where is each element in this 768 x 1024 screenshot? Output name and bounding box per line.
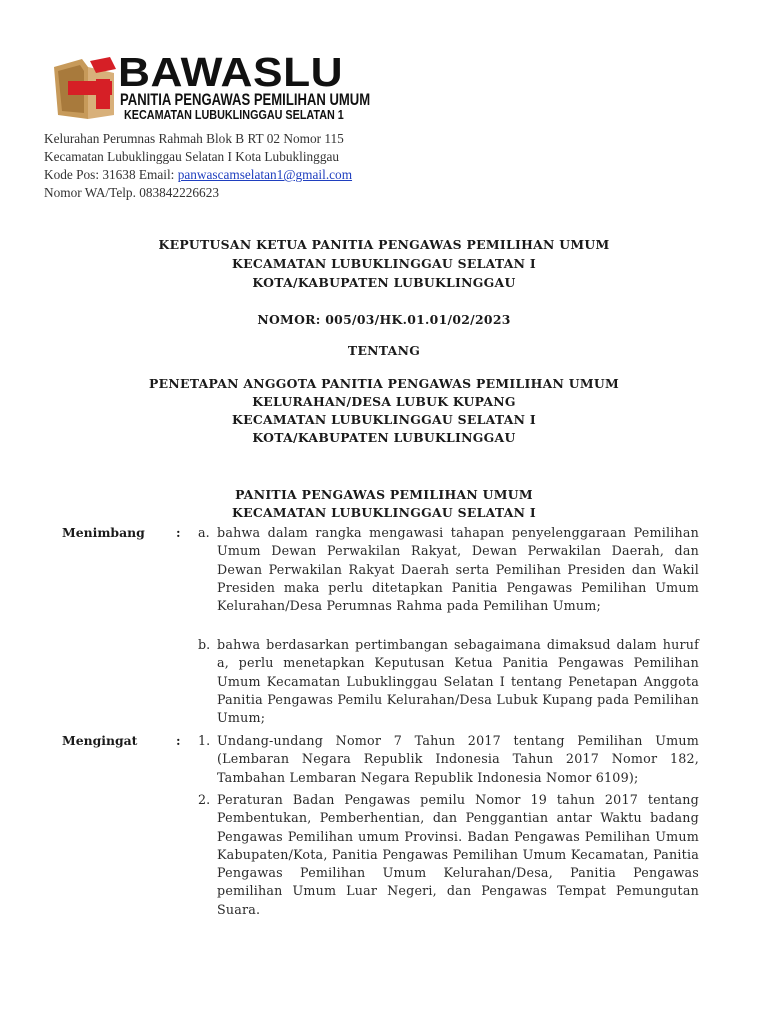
logo-wordmark: BAWASLU [118,49,344,95]
menimbang-item-b: bahwa berdasarkan pertimbangan sebagaimana dimaksud dalam huruf a, perlu menetapkan Keputusan Ketua Panitia Pengawas Pemilihan Umum Kecamatan Lubuklinggau Selatan I tentang Penetapan Anggota Panitia Pengawas Pemilu Kelurahan/Desa Lubuk Kupang pada Pemilihan Umum; [217,637,699,726]
menimbang-colon: : [176,525,181,540]
email-link[interactable]: panwascamselatan1@gmail.com [177,167,353,182]
address-line-1: Kelurahan Perumnas Rahmah Blok B RT 02 Nomor 115 [44,131,344,146]
phone-line: Nomor WA/Telp. 083842226623 [44,185,219,200]
decree-title-line-1: KEPUTUSAN KETUA PANITIA PENGAWAS PEMILIHAN UMUM [158,237,610,252]
decree-number: NOMOR: 005/03/HK.01.01/02/2023 [257,312,511,327]
bawaslu-emblem-icon [48,57,120,123]
bawaslu-logo [48,49,371,125]
address-block [44,130,352,202]
menimbang-marker-b: b. [198,637,211,652]
decree-subject-line-3: KECAMATAN LUBUKLINGGAU SELATAN I [232,412,536,427]
decree-issuer-line-1: PANITIA PENGAWAS PEMILIHAN UMUM [235,487,533,502]
decree-subject-line-2: KELURAHAN/DESA LUBUK KUPANG [252,394,516,409]
decree-subject-line-4: KOTA/KABUPATEN LUBUKLINGGAU [252,430,516,445]
mengingat-marker-2: 2. [198,792,211,807]
logo-subtitle-2: KECAMATAN LUBUKLINGGAU SELATAN 1 [124,107,344,122]
decree-title-line-2: KECAMATAN LUBUKLINGGAU SELATAN I [232,256,536,271]
decree-issuer-line-2: KECAMATAN LUBUKLINGGAU SELATAN I [232,505,536,520]
mengingat-label: Mengingat [62,733,138,748]
decree-about: TENTANG [347,343,421,358]
decree-title-line-3: KOTA/KABUPATEN LUBUKLINGGAU [252,275,516,290]
mengingat-item-2: Peraturan Badan Pengawas pemilu Nomor 19 tahun 2017 tentang Pembentukan, Pemberhentian, dan Penggantian antar Waktu badang Pengawas Pemilihan umum Provinsi. Badan Pengawas Pemilihan Umum Kabupaten/Kota, Panitia Pengawas Pemilihan Umum Kecamatan, Panitia Pengawas Pemilihan Umum Kelurahan/Desa, Panitia Pengawas pemilihan Umum Luar Negeri, dan Pengawas Tempat Pemungutan Suara. [217,792,699,917]
postal-code: Kode Pos: 31638 Email: [44,167,178,182]
menimbang-marker-a: a. [198,525,210,540]
menimbang-label: Menimbang [62,525,145,540]
menimbang-item-a: bahwa dalam rangka mengawasi tahapan penyelenggaraan Pemilihan Umum Dewan Perwakilan Rakyat, Dewan Perwakilan Daerah, dan Dewan Perwakilan Rakyat Daerah serta Pemilihan Presiden dan Wakil Presiden maka perlu ditetapkan Panitia Pengawas Pemilihan Umum Kelurahan/Desa Perumnas Rahma pada Pemilihan Umum; [217,525,699,614]
mengingat-colon: : [176,733,181,748]
logo-subtitle-1: PANITIA PENGAWAS PEMILIHAN UMUM [120,90,371,109]
postal-email-line [44,166,352,184]
mengingat-marker-1: 1. [198,733,211,748]
mengingat-item-1: Undang-undang Nomor 7 Tahun 2017 tentang Pemilihan Umum (Lembaran Negara Republik Indonesia Tahun 2017 Nomor 182, Tambahan Lembaran Negara Republik Indonesia Nomor 6109); [217,733,699,785]
address-line-2: Kecamatan Lubuklinggau Selatan I Kota Lubuklinggau [44,149,340,164]
decree-subject-line-1: PENETAPAN ANGGOTA PANITIA PENGAWAS PEMILIHAN UMUM [149,376,619,391]
